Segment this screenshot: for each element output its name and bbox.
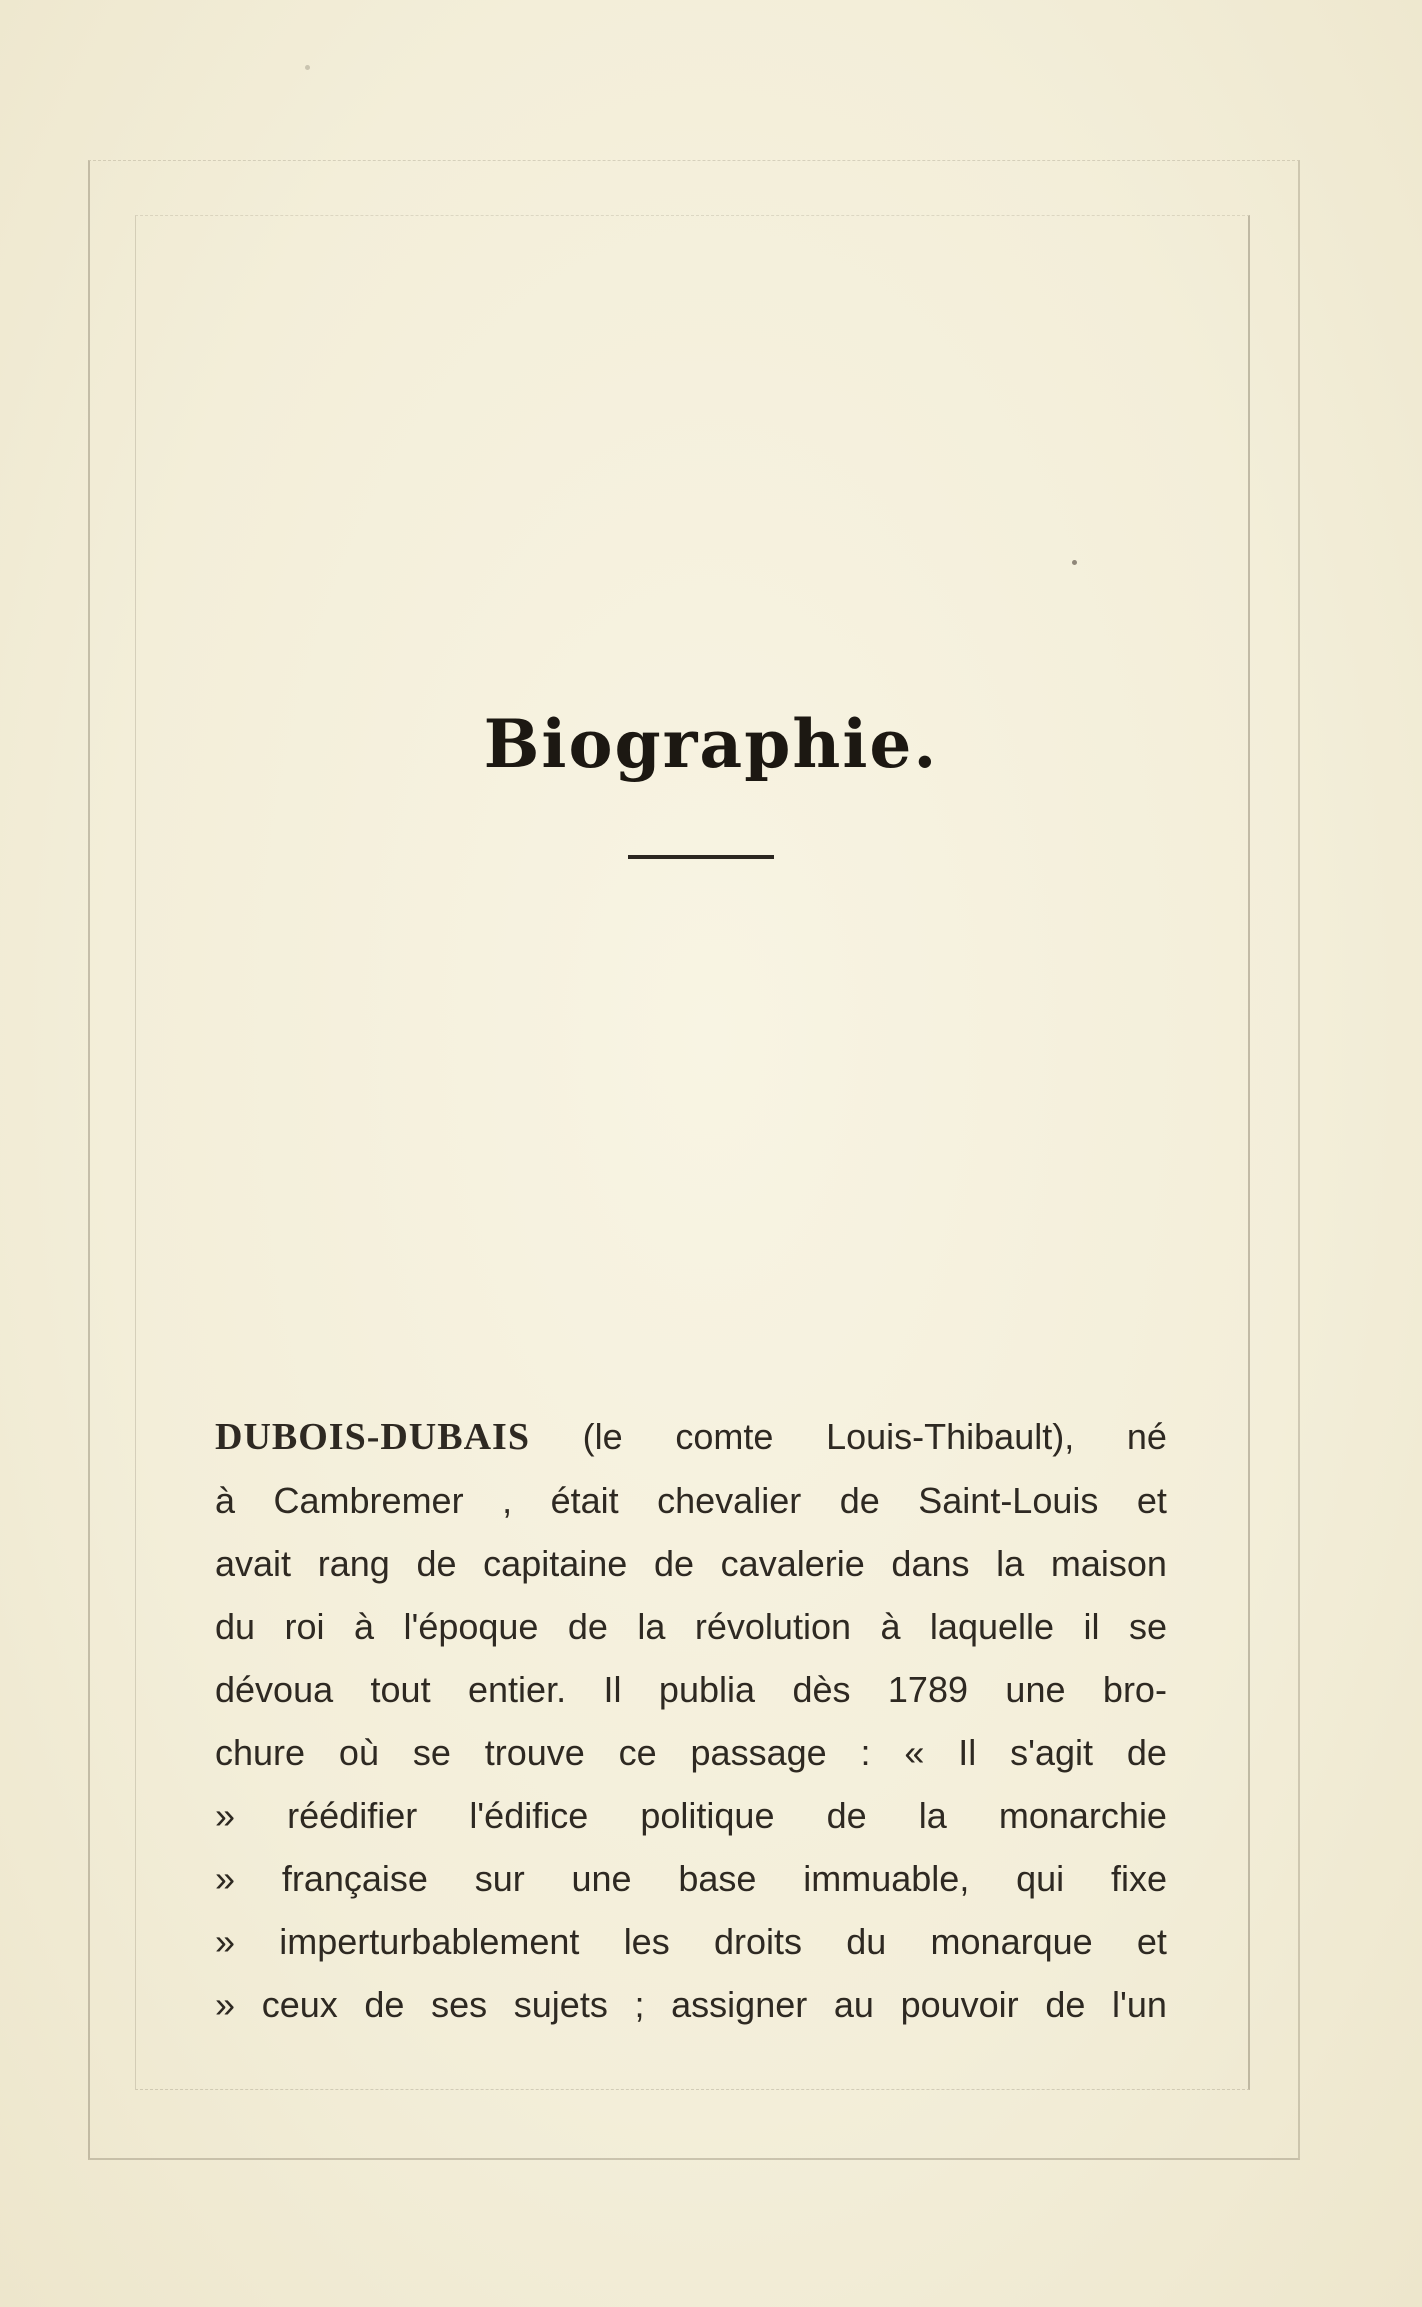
paragraph-word: monarchie (998, 1795, 1167, 1836)
paragraph-word: qui (1016, 1858, 1065, 1899)
paragraph-word: rang (317, 1543, 390, 1584)
paragraph-word: fixe (1110, 1858, 1167, 1899)
paragraph-word: immuable, (803, 1858, 970, 1899)
paragraph-word: à (353, 1606, 374, 1647)
paragraph-word: l'édifice (469, 1795, 589, 1836)
paragraph-word: monarque (930, 1921, 1093, 1962)
paragraph-word: de (364, 1984, 405, 2025)
paragraph-word: » (215, 1984, 236, 2025)
paragraph-word: comte (675, 1416, 774, 1457)
paragraph-word: cavalerie (720, 1543, 865, 1584)
paragraph-word: la (918, 1795, 947, 1836)
paragraph-word: » (215, 1795, 236, 1836)
paragraph-word: l'époque (403, 1606, 539, 1647)
paragraph-word: la (637, 1606, 666, 1647)
paragraph-word: base (678, 1858, 757, 1899)
paragraph-word: se (1128, 1606, 1167, 1647)
paragraph-word: Louis-Thibault), (826, 1416, 1075, 1457)
paragraph-word: né (1126, 1416, 1167, 1457)
paragraph-word: trouve (484, 1732, 585, 1773)
paragraph-word: de (839, 1480, 880, 1521)
paragraph-word: , (502, 1480, 513, 1521)
paragraph-word: de (1045, 1984, 1086, 2025)
paragraph-word: roi (284, 1606, 325, 1647)
ink-speck (305, 65, 310, 70)
paragraph-word: et (1136, 1480, 1167, 1521)
paragraph-word: et (1136, 1921, 1167, 1962)
heading-rule (628, 855, 774, 859)
paragraph-word: au (833, 1984, 874, 2025)
paragraph-word: laquelle (929, 1606, 1055, 1647)
paragraph-word: imperturbablement (279, 1921, 580, 1962)
paragraph-word: Saint-Louis (918, 1480, 1099, 1521)
paragraph-word: avait (215, 1543, 292, 1584)
paragraph-word: était (550, 1480, 619, 1521)
paragraph-line (215, 1784, 1167, 1847)
paragraph-word: droits (713, 1921, 802, 1962)
paragraph-word: bro- (1102, 1669, 1167, 1710)
paragraph-line (215, 1595, 1167, 1658)
paragraph-word: pouvoir (900, 1984, 1019, 2025)
paragraph-word: française (281, 1858, 428, 1899)
paragraph-line (215, 1721, 1167, 1784)
paragraph-word: dès (792, 1669, 851, 1710)
paragraph-word: capitaine (483, 1543, 628, 1584)
paragraph-word: sujets (513, 1984, 608, 2025)
paragraph-word: chure (215, 1732, 306, 1773)
paragraph-word: du (846, 1921, 887, 1962)
paragraph-word: l'un (1112, 1984, 1167, 2025)
ink-speck (1072, 560, 1077, 565)
paragraph-word: politique (640, 1795, 775, 1836)
paragraph-word: dévoua (215, 1669, 334, 1710)
paragraph-word: sur (474, 1858, 525, 1899)
paragraph-word: du (215, 1606, 256, 1647)
paragraph-word: se (412, 1732, 451, 1773)
paragraph-word: ; (634, 1984, 645, 2025)
paragraph-line (215, 1973, 1167, 2036)
paragraph-word: passage (690, 1732, 827, 1773)
paragraph-word: de (653, 1543, 694, 1584)
paragraph-word: réédifier (287, 1795, 418, 1836)
paragraph-word: les (623, 1921, 670, 1962)
biography-paragraph (215, 1405, 1167, 2036)
paragraph-word: (le (582, 1416, 623, 1457)
page-heading: Biographie. (483, 705, 939, 783)
paragraph-line (215, 1658, 1167, 1721)
paragraph-word: ses (431, 1984, 488, 2025)
paragraph-word: publia (658, 1669, 756, 1710)
paragraph-word: entier. (468, 1669, 567, 1710)
paragraph-word: assigner (671, 1984, 808, 2025)
paragraph-word: Cambremer (273, 1480, 464, 1521)
paragraph-word: de (826, 1795, 867, 1836)
paragraph-word: « (904, 1732, 925, 1773)
paragraph-word: » (215, 1921, 236, 1962)
paragraph-word: de (1126, 1732, 1167, 1773)
paragraph-word: une (571, 1858, 632, 1899)
paragraph-line (215, 1910, 1167, 1973)
paragraph-word: de (567, 1606, 608, 1647)
paragraph-word: il (1083, 1606, 1100, 1647)
paragraph-word: » (215, 1858, 236, 1899)
paragraph-word: où (338, 1732, 379, 1773)
paragraph-word: à (215, 1480, 236, 1521)
paragraph-word: maison (1050, 1543, 1167, 1584)
paragraph-word: s'agit (1010, 1732, 1094, 1773)
paragraph-line (215, 1847, 1167, 1910)
paragraph-word: révolution (694, 1606, 851, 1647)
paragraph-line (215, 1405, 1167, 1469)
paragraph-word: Il (603, 1669, 622, 1710)
paragraph-word: la (996, 1543, 1025, 1584)
paragraph-line (215, 1532, 1167, 1595)
paragraph-word: ce (618, 1732, 657, 1773)
paragraph-word: dans (891, 1543, 970, 1584)
paragraph-line (215, 1469, 1167, 1532)
paragraph-word: ceux (261, 1984, 338, 2025)
paragraph-word: tout (370, 1669, 431, 1710)
paragraph-word: de (416, 1543, 457, 1584)
paragraph-word: : (860, 1732, 871, 1773)
paragraph-word: chevalier (657, 1480, 802, 1521)
paragraph-word: à (880, 1606, 901, 1647)
paragraph-word: une (1005, 1669, 1066, 1710)
paragraph-word: DUBOIS-DUBAIS (215, 1416, 530, 1458)
paragraph-word: 1789 (887, 1669, 968, 1710)
paragraph-word: Il (958, 1732, 977, 1773)
